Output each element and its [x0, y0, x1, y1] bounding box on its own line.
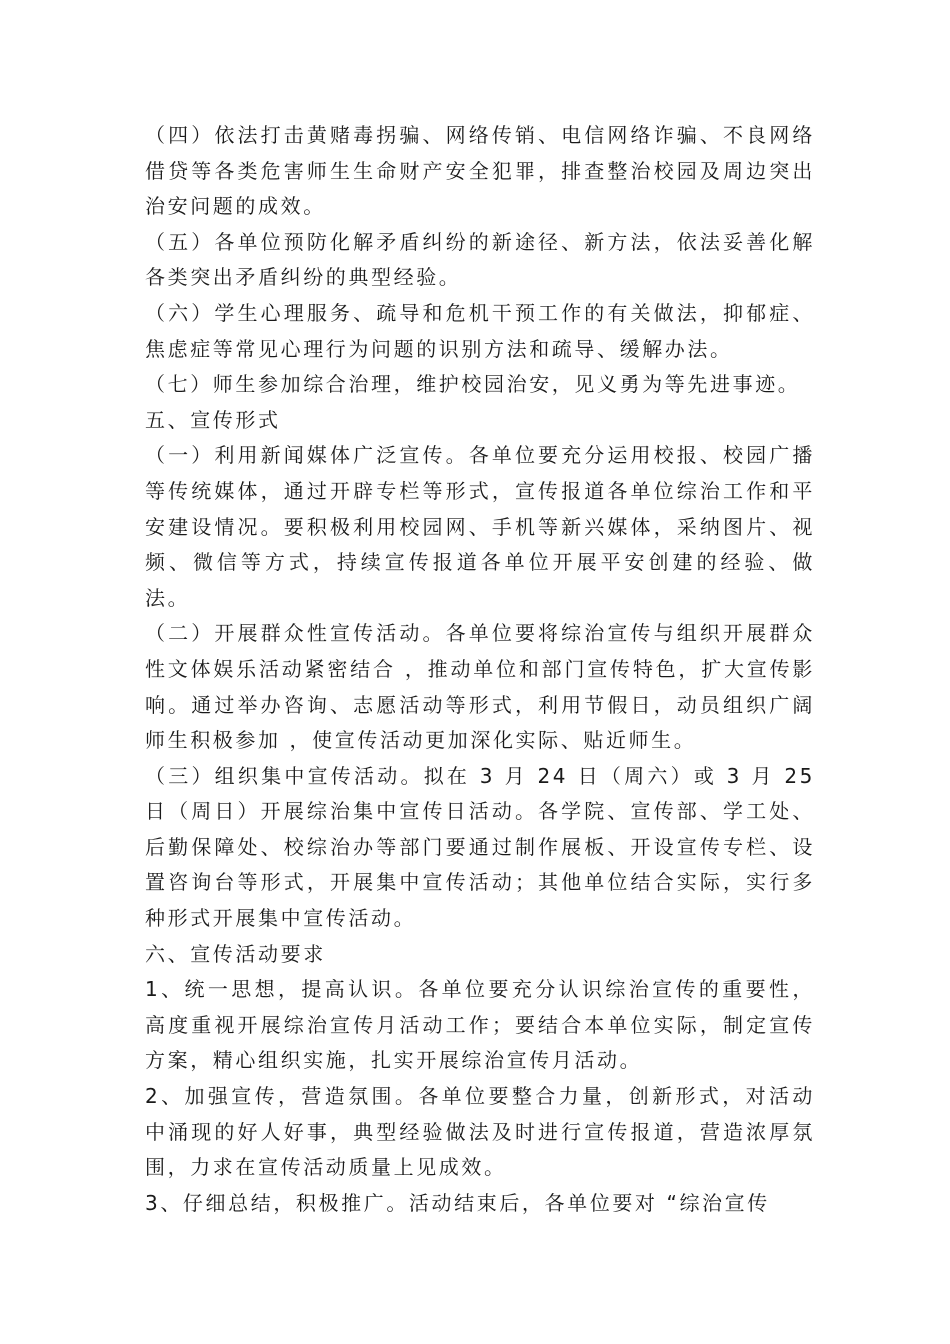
paragraph-form-3: （三）组织集中宣传活动。拟在 3 月 24 日（周六）或 3 月 25 日（周日）开展综治集中宣传日活动。各学院、宣传部、学工处、后勤保障处、校综治办等部门要通过制作展板、开设宣传专栏、设置咨询台等形式，开展集中宣传活动；其他单位结合实际，实行多种形式开展集中宣传活动。: [145, 763, 815, 931]
paragraph-item-7: （七）师生参加综合治理，维护校园治安，见义勇为等先进事迹。: [145, 372, 801, 397]
section-heading-5: 五、宣传形式: [145, 407, 281, 432]
document-body: [145, 118, 815, 1221]
paragraph-item-6: （六）学生心理服务、疏导和危机干预工作的有关做法，抑郁症、焦虑症等常见心理行为问题的识别方法和疏导、缓解办法。: [145, 300, 815, 361]
paragraph-requirement-3: 3、仔细总结，积极推广。活动结束后，各单位要对 “综治宣传: [145, 1190, 770, 1215]
section-heading-6: 六、宣传活动要求: [145, 941, 326, 966]
paragraph-requirement-2: 2、加强宣传，营造氛围。各单位要整合力量，创新形式，对活动中涌现的好人好事，典型经验做法及时进行宣传报道，营造浓厚氛围，力求在宣传活动质量上见成效。: [145, 1084, 815, 1180]
paragraph-item-5: （五）各单位预防化解矛盾纠纷的新途径、新方法，依法妥善化解各类突出矛盾纠纷的典型经验。: [145, 229, 815, 290]
paragraph-form-1: （一）利用新闻媒体广泛宣传。各单位要充分运用校报、校园广播等传统媒体，通过开辟专栏等形式，宣传报道各单位综治工作和平安建设情况。要积极利用校园网、手机等新兴媒体，采纳图片、视频、微信等方式，持续宣传报道各单位开展平安创建的经验、做法。: [145, 443, 815, 610]
paragraph-form-2: （二）开展群众性宣传活动。各单位要将综治宣传与组织开展群众性文体娱乐活动紧密结合 ，推动单位和部门宣传特色，扩大宣传影响。通过举办咨询、志愿活动等形式，利用节假日，动员组织广阔师生积极参加 ，使宣传活动更加深化实际、贴近师生。: [145, 621, 815, 753]
paragraph-requirement-1: 1、统一思想，提高认识。各单位要充分认识综治宣传的重要性，高度重视开展综治宣传月活动工作；要结合本单位实际，制定宣传方案，精心组织实施，扎实开展综治宣传月活动。: [145, 977, 815, 1073]
paragraph-item-4: （四）依法打击黄赌毒拐骗、网络传销、电信网络诈骗、不良网络借贷等各类危害师生生命财产安全犯罪，排查整治校园及周边突出治安问题的成效。: [145, 123, 815, 219]
